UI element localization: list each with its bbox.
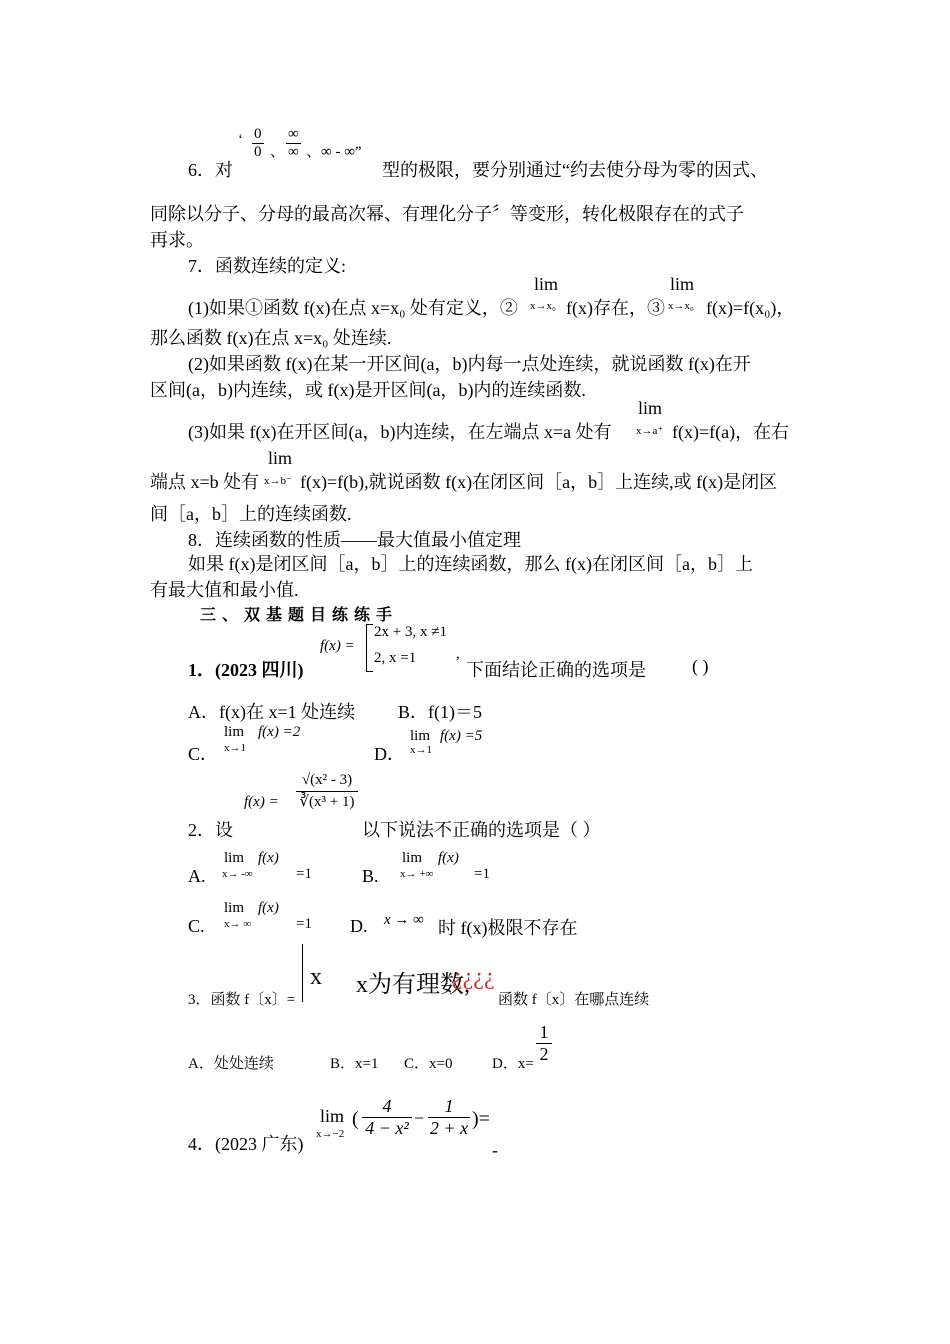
frac-num: 1 [428,1096,470,1118]
lim-sub: x→ ∞ [224,918,252,930]
q3-option-a: A．处处连续 [188,1056,274,1072]
q1-case1: 2x + 3, x ≠1 [374,624,447,640]
q2-option-d-label: D. [350,916,368,936]
q2-option-b-label: B. [362,866,379,886]
q2-fraction [296,772,358,811]
lim-sub: x→1 [224,742,246,754]
item7-p3-line3: 间［a，b］上的连续函数. [150,504,352,524]
q3-brace [302,944,307,1002]
item8-title: 8．连续函数的性质——最大值最小值定理 [188,530,521,550]
lim-label: lim [402,850,423,866]
item7-p3-line2b: f(x)=f(b),就说函数 f(x)在闭区间［a，b］上连续,或 f(x)是闭区 [300,472,778,492]
lim-sub: x→ -∞ [222,868,253,880]
q1-option-b: B．f(1)＝5 [398,702,482,722]
q1-lead: 1．(2023 四川) [188,660,304,680]
item7-p1-line2: 那么函数 f(x)在点 x=x₀ 处连续. [150,328,392,348]
item7-p1-a: (1)如果①函数 f(x)在点 x=x₀ 处有定义，② [188,298,518,318]
frac-den: 2 + x [429,1118,469,1138]
item6-last: 、∞ - ∞” [306,144,362,160]
item7-p1-b: f(x)存在，③ [566,298,665,318]
q2-fx-short: f(x) [258,850,279,866]
lim-label: lim [534,274,559,294]
q4-open: ( [352,1108,359,1130]
q3-option-d-frac [536,1022,552,1065]
q2-option-c-label: C. [188,916,205,936]
lim-sub: x→x₀ [530,300,556,312]
q1-option-d-label: D． [374,744,405,764]
q2-option-d-arrow: x → ∞ [384,912,424,928]
q3-garble: ¿¿¿¿ [452,964,495,990]
q2-option-b-val: =1 [474,866,490,882]
q4-frac1 [362,1096,412,1139]
item6-line3: 再求。 [150,230,204,250]
lim-label: lim [320,1106,345,1126]
item8-line2: 有最大值和最小值. [150,580,299,600]
q2-lead: 2．设 [188,820,233,840]
lim-label: lim [224,724,245,740]
q1-option-d-expr: f(x) =5 [440,728,483,744]
item6-lead: 6．对 [188,160,233,180]
lim-label: lim [268,448,293,468]
q4-lead: 4．(2023 广东) [188,1134,304,1154]
q1-case2: 2, x =1 [374,650,417,666]
q2-option-c-val: =1 [296,916,312,932]
item6-quote-open: ‘ [238,132,243,148]
q4-dash: - [492,1140,498,1160]
q2-fx-short: f(x) [258,900,279,916]
item6-sep: 、 [270,144,286,160]
item8-line1: 如果 f(x)是闭区间［a，b］上的连续函数，那么 f(x)在闭区间［a，b］上 [188,554,753,574]
q3-tail: 函数 f〔x〕在哪点连续 [498,992,650,1008]
frac-num: 4 [362,1096,412,1118]
q1-comma: , [456,646,460,662]
lim-label: lim [224,850,245,866]
item7-p3-line2a: 端点 x=b 处有 [150,472,260,492]
lim-sub: x→x₀ [668,300,694,312]
q2-tail: 以下说法不正确的选项是（ ） [362,820,601,840]
item7-p2-line2: 区间(a，b)内连续，或 f(x)是开区间(a，b)内的连续函数. [150,380,586,400]
frac-den: 4 − x² [365,1118,409,1138]
item6-line2: 同除以分子、分母的最高次幂、有理化分子〞等变形，转化极限存在的式子 [150,204,744,224]
section-title: 三、双基题目练练手 [200,605,399,624]
lim-sub: x→ +∞ [400,868,434,880]
frac-num: 1 [536,1022,552,1044]
frac-num: ∞ [288,126,299,142]
q2-fx-short: f(x) [438,850,459,866]
q2-option-a-label: A. [188,866,206,886]
q1-option-c-expr: f(x) =2 [258,724,301,740]
frac-den: ∞ [288,144,299,160]
lim-sub: x→a⁺ [636,425,664,437]
q3-case-b: x为有理数, [356,972,470,998]
lim-label: lim [410,728,431,744]
lim-label: lim [638,398,663,418]
item6-frac-zero [252,126,264,161]
q1-option-a: A．f(x)在 x=1 处连续 [188,702,356,722]
item6-frac-inf [286,126,301,161]
q2-numerator: √(x² - 3) [296,772,358,792]
q2-option-a-val: =1 [296,866,312,882]
q3-option-c: C．x=0 [404,1056,453,1072]
q2-denominator: ∛(x³ + 1) [299,794,355,810]
q4-minus: − [414,1108,425,1128]
item7-p3-b: f(x)=f(a)，在右 [672,422,790,442]
item7-title: 7．函数连续的定义: [188,256,347,276]
item7-p1-c: f(x)=f(x₀)， [706,298,795,318]
lim-label: lim [670,274,695,294]
item7-p3-a: (3)如果 f(x)在开区间(a，b)内连续，在左端点 x=a 处有 [188,422,612,442]
item7-p2-line1: (2)如果函数 f(x)在某一开区间(a，b)内每一点处连续，就说函数 f(x)在开 [188,354,751,374]
q2-fx: f(x) = [244,794,279,810]
q3-option-b: B．x=1 [330,1056,379,1072]
q1-option-c-label: C． [188,744,219,764]
q1-paren: ( ) [692,656,709,676]
q3-lead: 3．函数 f〔x〕= [188,992,296,1008]
q1-fx: f(x) = [320,638,355,654]
q3-option-d: D．x= [492,1056,534,1072]
frac-den: 0 [254,144,262,160]
q4-frac2 [428,1096,470,1139]
q2-option-d-text: 时 f(x)极限不存在 [438,918,578,938]
lim-sub: x→b⁻ [264,475,292,487]
q1-brace [366,624,373,672]
frac-den: 2 [539,1044,549,1064]
lim-sub: x→−2 [316,1128,345,1140]
lim-label: lim [224,900,245,916]
q3-case-a: x [310,964,322,990]
q4-close: )= [472,1108,490,1130]
item6-line1: 型的极限，要分别通过“约去使分母为零的因式、 [382,160,768,180]
lim-sub: x→1 [410,744,432,756]
q1-tail: 下面结论正确的选项是 [466,660,646,680]
frac-num: 0 [254,126,262,142]
